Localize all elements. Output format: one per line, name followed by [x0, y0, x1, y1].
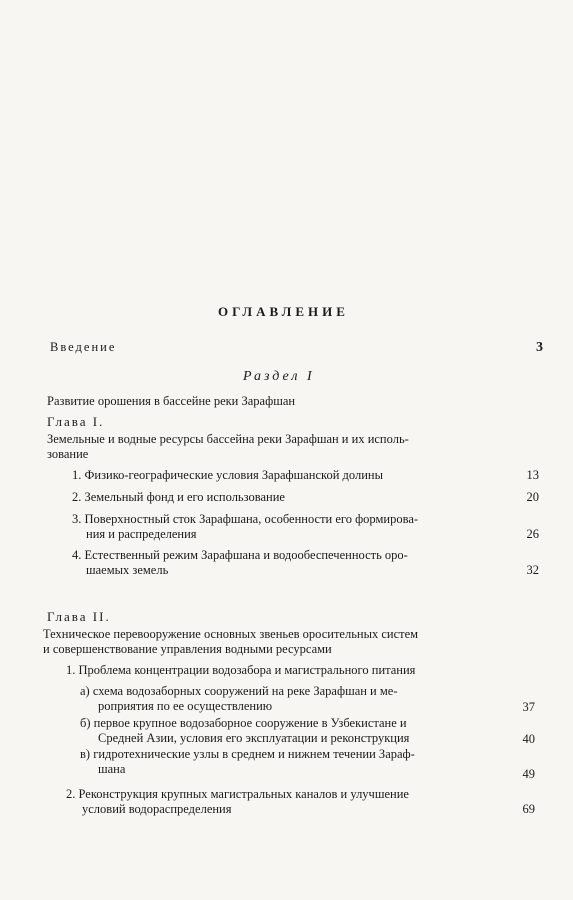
- chapter1-title: Земельные и водные ресурсы бассейна реки Зарафшан и их исполь-: [47, 432, 409, 446]
- toc-page-a: 37: [522, 700, 535, 714]
- chapter2-title: Техническое перевооружение основных звеньев оросительных систем: [43, 627, 419, 641]
- toc-entry-1-4-cont: шаемых земель: [86, 563, 169, 577]
- toc-entry-2-2-cont: условий водораспределения: [82, 802, 232, 816]
- chapter2-label: Глава II.: [47, 609, 111, 624]
- toc-page-b: 40: [522, 732, 535, 746]
- toc-entry-2-2: 2. Реконструкция крупных магистральных каналов и улучшение: [66, 787, 409, 801]
- section-label: Раздел I: [243, 369, 315, 384]
- toc-subentry-v-cont: шана: [98, 762, 126, 776]
- toc-entry-1-4: 4. Естественный режим Зарафшана и водообеспеченность оро-: [72, 548, 408, 562]
- toc-subentry-v: в) гидротехнические узлы в среднем и нижнем течении Зараф-: [80, 747, 415, 761]
- toc-entry-1-3-cont: ния и распределения: [86, 527, 197, 541]
- toc-entry-1-1: 1. Физико-географические условия Зарафшанской долины: [72, 468, 383, 482]
- toc-page-v: 49: [522, 767, 535, 781]
- toc-page-1-1: 13: [526, 468, 539, 482]
- page-title: ОГЛАВЛЕНИЕ: [218, 304, 349, 319]
- toc-subentry-a: а) схема водозаборных сооружений на реке Зарафшан и ме-: [80, 684, 398, 698]
- toc-page-1-3: 26: [526, 527, 539, 541]
- toc-entry-1-3: 3. Поверхностный сток Зарафшана, особенности его формирова-: [72, 512, 419, 526]
- section-title: Развитие орошения в бассейне реки Зарафшан: [47, 394, 296, 408]
- toc-subentry-b-cont: Средней Азии, условия его эксплуатации и реконструкция: [98, 731, 410, 745]
- chapter2-title-cont: и совершенствование управления водными ресурсами: [43, 642, 332, 656]
- chapter1-label: Глава I.: [47, 414, 105, 429]
- toc-subentry-a-cont: роприятия по ее осуществлению: [98, 699, 273, 713]
- chapter1-title-cont: зование: [47, 447, 89, 461]
- toc-entry-2-1: 1. Проблема концентрации водозабора и магистрального питания: [66, 663, 416, 677]
- toc-subentry-b: б) первое крупное водозаборное сооружение в Узбекистане и: [80, 716, 407, 730]
- intro-page: 3: [536, 340, 543, 355]
- intro-label: Введение: [50, 340, 117, 354]
- toc-entry-1-2: 2. Земельный фонд и его использование: [72, 490, 285, 504]
- toc-page-1-4: 32: [526, 563, 539, 577]
- toc-page-1-2: 20: [526, 490, 539, 504]
- toc-page-2-2: 69: [522, 802, 535, 816]
